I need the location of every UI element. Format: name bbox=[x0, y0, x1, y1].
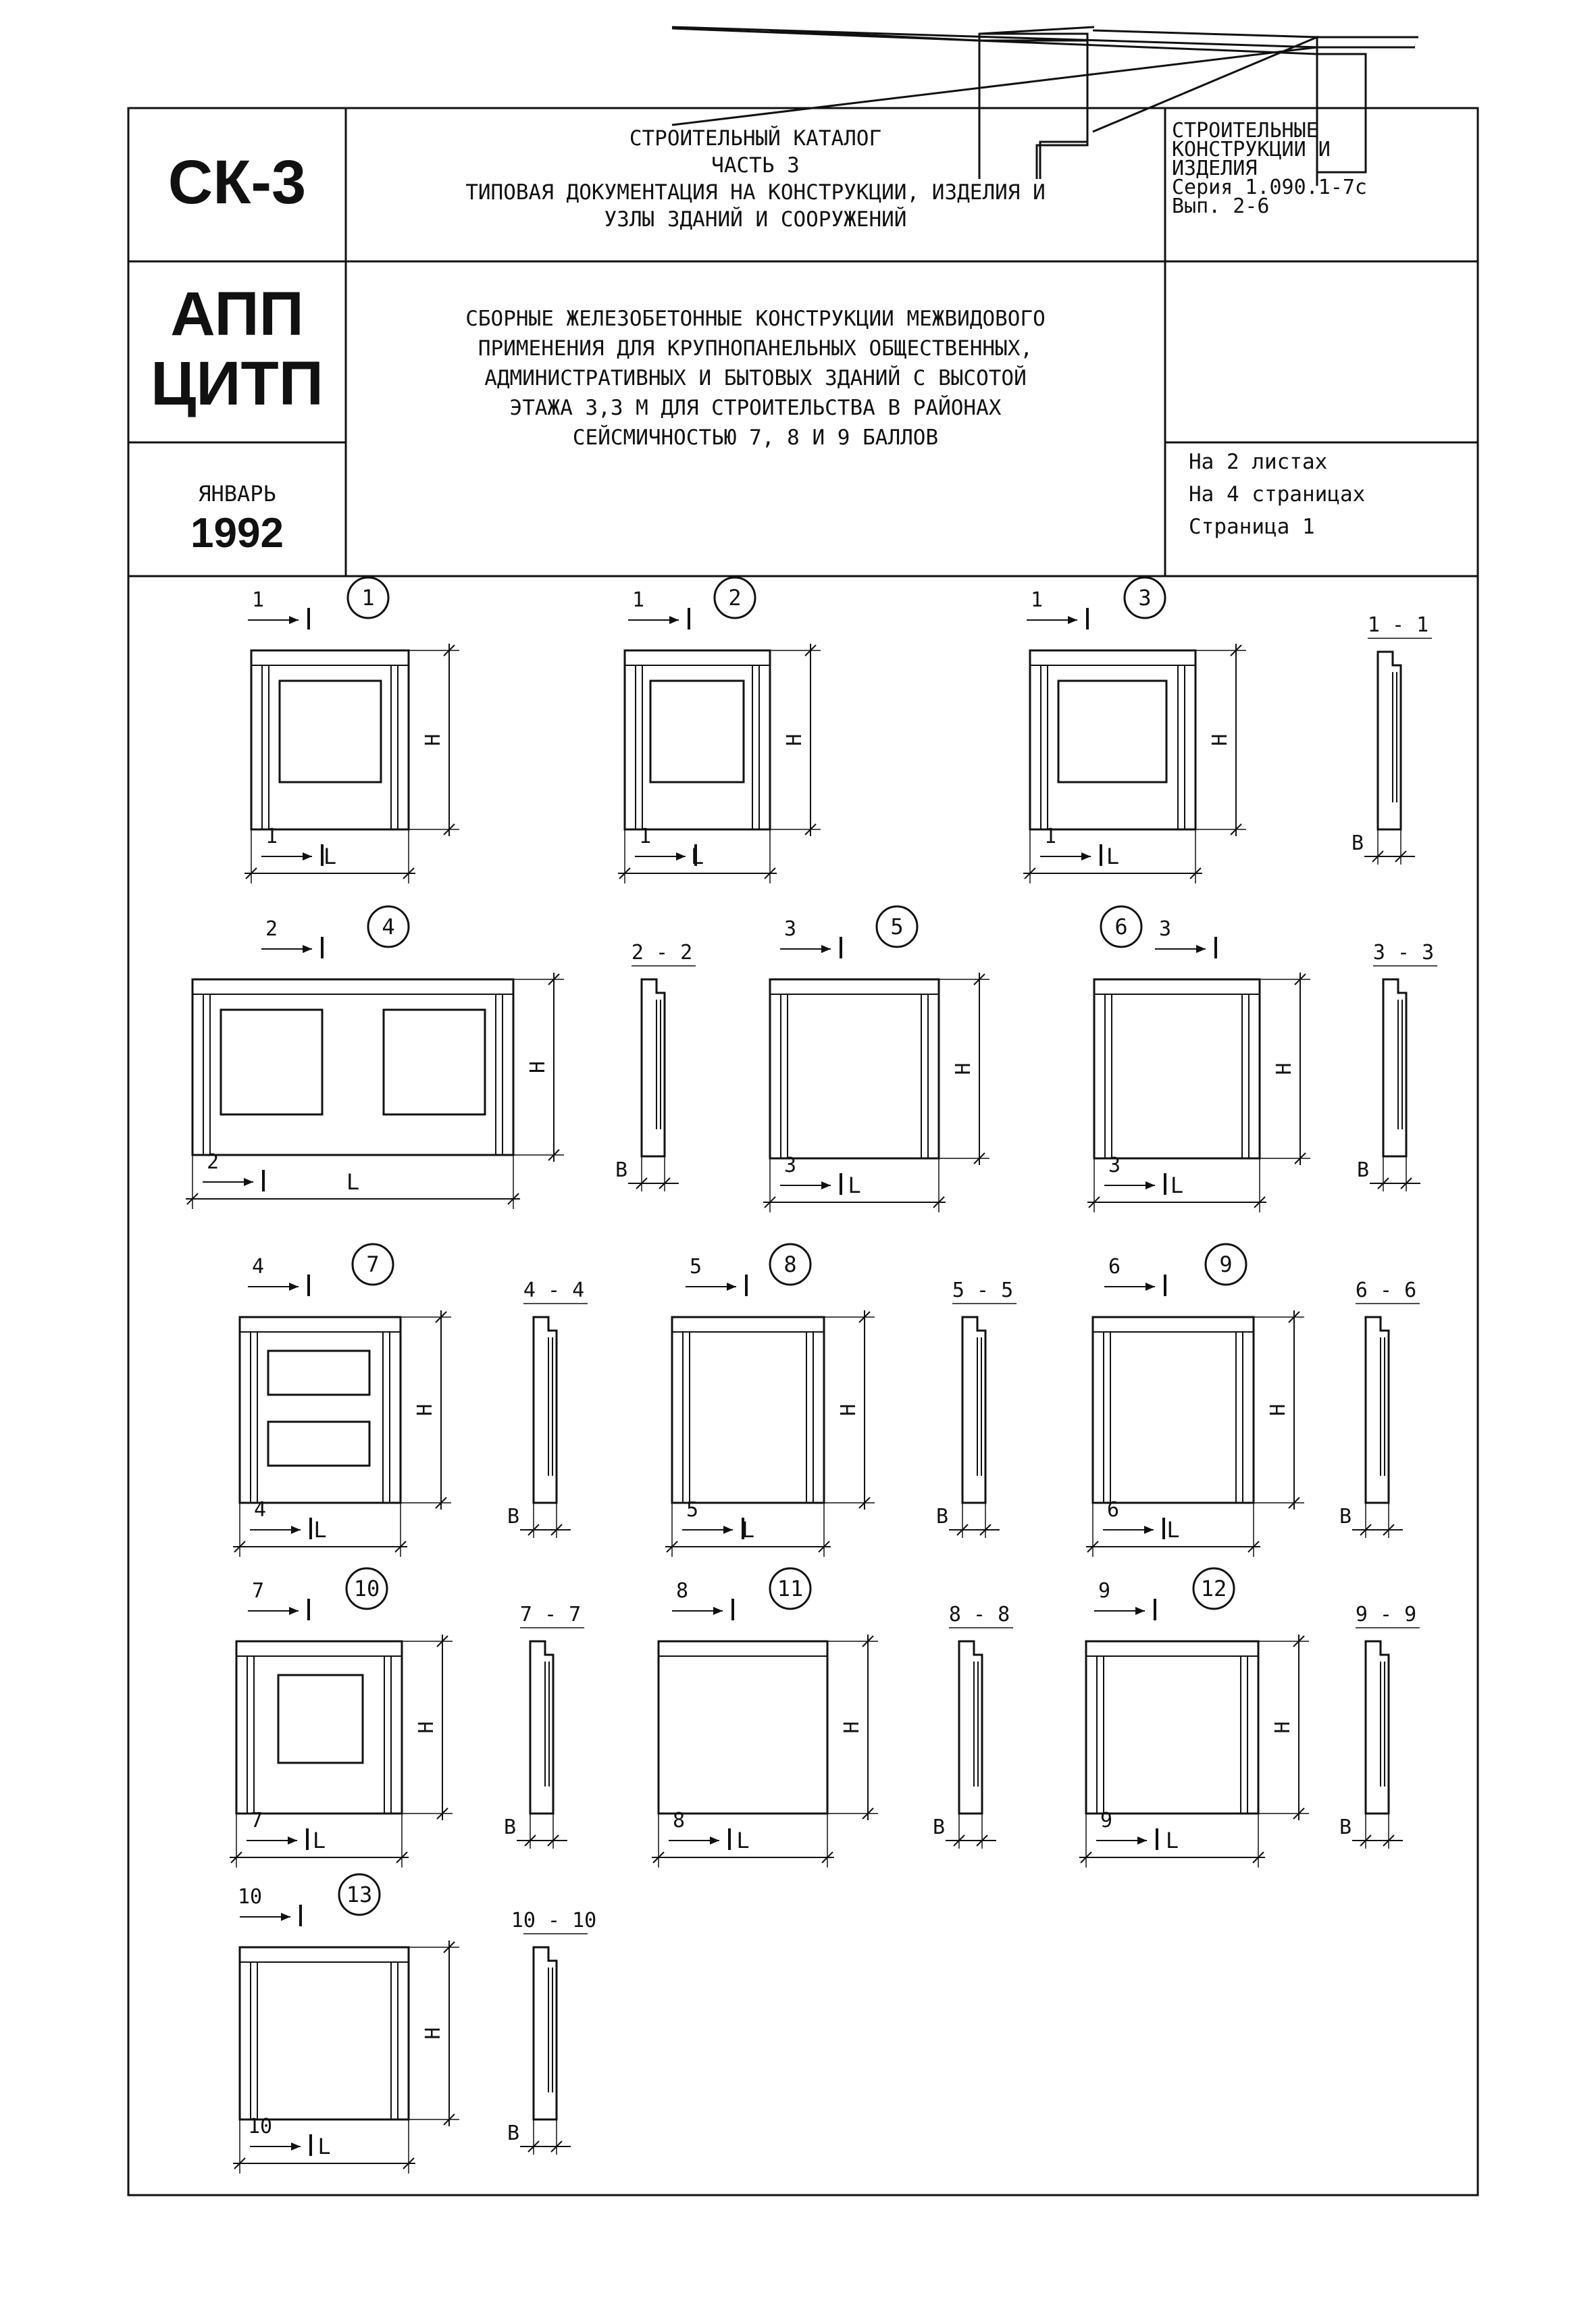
length-dim-label: L bbox=[1170, 1173, 1184, 1198]
height-dim-label: Н bbox=[1271, 1721, 1295, 1734]
section-cut-mark bbox=[261, 917, 322, 958]
section-cut-mark bbox=[1104, 1255, 1165, 1296]
cut-label: 1 bbox=[251, 588, 265, 612]
cut-label: 3 bbox=[783, 917, 797, 941]
section-cut-mark bbox=[250, 1498, 311, 1539]
cut-label: 6 bbox=[1106, 1498, 1120, 1522]
section-cut-mark bbox=[686, 1255, 746, 1296]
length-dim-label: L bbox=[736, 1828, 750, 1853]
panel-number-badge bbox=[348, 577, 388, 618]
panel-number: 5 bbox=[890, 914, 904, 940]
section-label: 7 - 7 bbox=[519, 1603, 582, 1626]
wall-panel-12 bbox=[1079, 1568, 1309, 1868]
height-dim-label: Н bbox=[952, 1062, 975, 1075]
section-view-1 bbox=[1352, 613, 1432, 865]
panel-number: 3 bbox=[1138, 585, 1152, 611]
length-dim-label: L bbox=[313, 1517, 327, 1543]
cut-label: 10 bbox=[247, 2115, 273, 2138]
cut-label: 10 bbox=[237, 1885, 263, 1909]
cut-label: 7 bbox=[251, 1579, 265, 1603]
panel-number: 13 bbox=[346, 1882, 373, 1907]
section-cut-mark bbox=[248, 2115, 311, 2156]
panel-number-badge bbox=[1206, 1244, 1246, 1285]
section-cut-mark bbox=[238, 1885, 301, 1926]
section-cut-mark bbox=[1155, 917, 1216, 958]
section-cut-mark bbox=[1094, 1579, 1155, 1620]
panel-number-badge bbox=[368, 906, 409, 947]
series-line: Вып. 2-6 bbox=[1172, 195, 1270, 218]
height-dim-label: Н bbox=[415, 1721, 438, 1734]
cut-label: 4 bbox=[253, 1498, 267, 1522]
section-cut-mark bbox=[1103, 1498, 1164, 1539]
panel-number: 11 bbox=[777, 1576, 804, 1601]
title-line: ПРИМЕНЕНИЯ ДЛЯ КРУПНОПАНЕЛЬНЫХ ОБЩЕСТВЕННЫХ, bbox=[478, 336, 1033, 361]
wall-panel-9 bbox=[1086, 30, 1418, 1557]
length-dim-label: L bbox=[323, 844, 337, 869]
length-dim-label: L bbox=[690, 844, 704, 869]
section-view-9 bbox=[1339, 1603, 1420, 1849]
length-dim-label: L bbox=[1106, 844, 1120, 869]
panel-number: 6 bbox=[1114, 914, 1128, 940]
section-view-2 bbox=[615, 941, 696, 1191]
wall-panel-5 bbox=[763, 30, 1087, 1212]
series-line: Серия 1.090.1-7с bbox=[1172, 176, 1367, 199]
section-view-10 bbox=[507, 1909, 596, 2155]
thickness-dim-label: В bbox=[1351, 831, 1364, 855]
section-label: 2 - 2 bbox=[631, 941, 693, 965]
wall-panel-10 bbox=[230, 1568, 453, 1868]
cut-label: 5 bbox=[689, 1255, 702, 1279]
catalog-line: ЧАСТЬ 3 bbox=[711, 153, 800, 178]
section-label: 10 - 10 bbox=[511, 1909, 597, 1932]
section-cut-mark bbox=[672, 1579, 733, 1620]
panel-number: 2 bbox=[728, 585, 742, 611]
height-dim-label: Н bbox=[413, 1404, 437, 1416]
section-view-8 bbox=[933, 1603, 1013, 1849]
thickness-dim-label: В bbox=[503, 1816, 517, 1839]
wall-panel-3 bbox=[1023, 577, 1246, 883]
cut-label: 1 bbox=[1030, 588, 1044, 612]
panel-number-badge bbox=[1193, 1568, 1234, 1609]
section-cut-mark bbox=[682, 1498, 743, 1539]
length-dim-label: L bbox=[1165, 1828, 1179, 1853]
cut-label: 7 bbox=[250, 1809, 263, 1832]
page-count: На 4 страницах bbox=[1189, 482, 1366, 507]
section-view-4 bbox=[507, 1279, 588, 1538]
section-cut-mark bbox=[1040, 825, 1101, 866]
cut-label: 4 bbox=[251, 1255, 265, 1279]
cut-label: 1 bbox=[265, 825, 278, 848]
section-cut-mark bbox=[669, 1809, 729, 1850]
section-cut-mark bbox=[1027, 588, 1087, 629]
section-cut-mark bbox=[1104, 1154, 1165, 1195]
height-dim-label: Н bbox=[1208, 734, 1232, 746]
section-cut-mark bbox=[247, 1809, 307, 1850]
cut-label: 6 bbox=[1108, 1255, 1121, 1279]
cut-label: 5 bbox=[686, 1498, 699, 1522]
section-label: 1 - 1 bbox=[1367, 613, 1429, 637]
thickness-dim-label: В bbox=[615, 1158, 628, 1182]
cut-label: 1 bbox=[1044, 825, 1057, 848]
issue-year: 1992 bbox=[190, 510, 284, 557]
panel-number: 1 bbox=[361, 585, 375, 611]
wall-panel-7 bbox=[233, 1244, 451, 1557]
title-line: АДМИНИСТРАТИВНЫХ И БЫТОВЫХ ЗДАНИЙ С ВЫСОТОЙ bbox=[484, 366, 1027, 390]
section-cut-mark bbox=[780, 917, 841, 958]
section-cut-mark bbox=[248, 588, 309, 629]
length-dim-label: L bbox=[312, 1828, 326, 1853]
wall-panel-11 bbox=[652, 1568, 878, 1868]
section-label: 8 - 8 bbox=[948, 1603, 1010, 1626]
title-line: ЭТАЖА 3,3 М ДЛЯ СТРОИТЕЛЬСТВА В РАЙОНАХ bbox=[509, 396, 1002, 420]
section-view-3 bbox=[1357, 941, 1437, 1191]
cut-label: 9 bbox=[1100, 1809, 1113, 1832]
thickness-dim-label: В bbox=[507, 1505, 520, 1528]
panel-number: 8 bbox=[783, 1252, 797, 1277]
thickness-dim-label: В bbox=[1356, 1158, 1370, 1182]
catalog-line: СТРОИТЕЛЬНЫЙ КАТАЛОГ bbox=[629, 126, 882, 151]
cut-label: 8 bbox=[672, 1809, 686, 1832]
panel-number-badge bbox=[877, 906, 917, 947]
section-cut-mark bbox=[628, 588, 689, 629]
catalog-code: СК-3 bbox=[168, 148, 307, 217]
cut-label: 9 bbox=[1098, 1579, 1111, 1603]
panel-number-badge bbox=[1101, 906, 1141, 947]
cut-label: 2 bbox=[206, 1150, 220, 1174]
panel-number-badge bbox=[770, 1244, 810, 1285]
section-view-5 bbox=[936, 1279, 1016, 1538]
cut-label: 3 bbox=[1108, 1154, 1121, 1177]
panel-number: 10 bbox=[353, 1576, 380, 1601]
cut-label: 3 bbox=[1158, 917, 1172, 941]
title-line: СЕЙСМИЧНОСТЬЮ 7, 8 И 9 БАЛЛОВ bbox=[572, 426, 939, 450]
wall-panel-2 bbox=[618, 577, 821, 883]
thickness-dim-label: В bbox=[507, 2122, 520, 2145]
height-dim-label: Н bbox=[526, 1060, 550, 1074]
series-line: КОНСТРУКЦИИ И bbox=[1172, 138, 1331, 161]
section-cut-mark bbox=[261, 825, 322, 866]
series-line: ИЗДЕЛИЯ bbox=[1172, 157, 1258, 180]
length-dim-label: L bbox=[346, 1169, 360, 1195]
panel-number-badge bbox=[770, 1568, 810, 1609]
section-cut-mark bbox=[248, 1255, 309, 1296]
panel-number-badge bbox=[715, 577, 755, 618]
height-dim-label: Н bbox=[421, 734, 445, 746]
panel-number: 12 bbox=[1200, 1576, 1227, 1601]
section-view-6 bbox=[1339, 1279, 1420, 1538]
thickness-dim-label: В bbox=[1339, 1505, 1352, 1528]
section-label: 9 - 9 bbox=[1355, 1603, 1417, 1626]
series-line: СТРОИТЕЛЬНЫЕ bbox=[1172, 119, 1318, 143]
section-label: 5 - 5 bbox=[952, 1279, 1014, 1302]
length-dim-label: L bbox=[848, 1173, 861, 1198]
section-cut-mark bbox=[1096, 1809, 1157, 1850]
panel-number-badge bbox=[339, 1874, 380, 1915]
section-label: 6 - 6 bbox=[1355, 1279, 1417, 1302]
height-dim-label: Н bbox=[1266, 1404, 1290, 1416]
cut-label: 8 bbox=[675, 1579, 689, 1603]
height-dim-label: Н bbox=[840, 1721, 864, 1734]
panel-number: 7 bbox=[366, 1252, 380, 1277]
cut-label: 1 bbox=[638, 825, 652, 848]
catalog-line: ТИПОВАЯ ДОКУМЕНТАЦИЯ НА КОНСТРУКЦИИ, ИЗДЕЛИЯ И bbox=[465, 180, 1046, 205]
wall-panel-13 bbox=[233, 1874, 459, 2174]
section-label: 4 - 4 bbox=[523, 1279, 585, 1302]
length-dim-label: L bbox=[317, 2134, 331, 2159]
page-number: Страница 1 bbox=[1189, 515, 1315, 539]
height-dim-label: Н bbox=[421, 2027, 445, 2040]
panel-number-badge bbox=[346, 1568, 387, 1609]
thickness-dim-label: В bbox=[932, 1816, 946, 1839]
title-line: СБОРНЫЕ ЖЕЛЕЗОБЕТОННЫЕ КОНСТРУКЦИИ МЕЖВИДОВОГО bbox=[465, 307, 1046, 331]
issue-month: ЯНВАРЬ bbox=[198, 481, 276, 507]
panel-number: 9 bbox=[1219, 1252, 1233, 1277]
section-label: 3 - 3 bbox=[1372, 941, 1435, 965]
section-cut-mark bbox=[248, 1579, 309, 1620]
org-name-line1: АПП bbox=[170, 280, 304, 349]
height-dim-label: Н bbox=[1272, 1062, 1296, 1075]
thickness-dim-label: В bbox=[935, 1505, 949, 1528]
height-dim-label: Н bbox=[783, 734, 806, 746]
sheet-count: На 2 листах bbox=[1189, 450, 1328, 474]
org-name-line2: ЦИТП bbox=[151, 349, 324, 418]
section-cut-mark bbox=[203, 1150, 263, 1191]
wall-panel-1 bbox=[244, 577, 459, 883]
section-view-7 bbox=[504, 1603, 584, 1849]
length-dim-label: L bbox=[1166, 1517, 1180, 1543]
panel-number: 4 bbox=[382, 914, 395, 940]
panel-number-badge bbox=[353, 1244, 393, 1285]
cut-label: 2 bbox=[265, 917, 278, 941]
panel-number-badge bbox=[1125, 577, 1165, 618]
cut-label: 1 bbox=[632, 588, 645, 612]
catalog-line: УЗЛЫ ЗДАНИЙ И СООРУЖЕНИЙ bbox=[604, 207, 907, 232]
wall-panel-4 bbox=[186, 906, 564, 1209]
length-dim-label: L bbox=[741, 1517, 755, 1543]
cut-label: 3 bbox=[783, 1154, 797, 1177]
section-cut-mark bbox=[635, 825, 696, 866]
thickness-dim-label: В bbox=[1339, 1816, 1352, 1839]
height-dim-label: Н bbox=[837, 1404, 860, 1416]
section-cut-mark bbox=[780, 1154, 841, 1195]
